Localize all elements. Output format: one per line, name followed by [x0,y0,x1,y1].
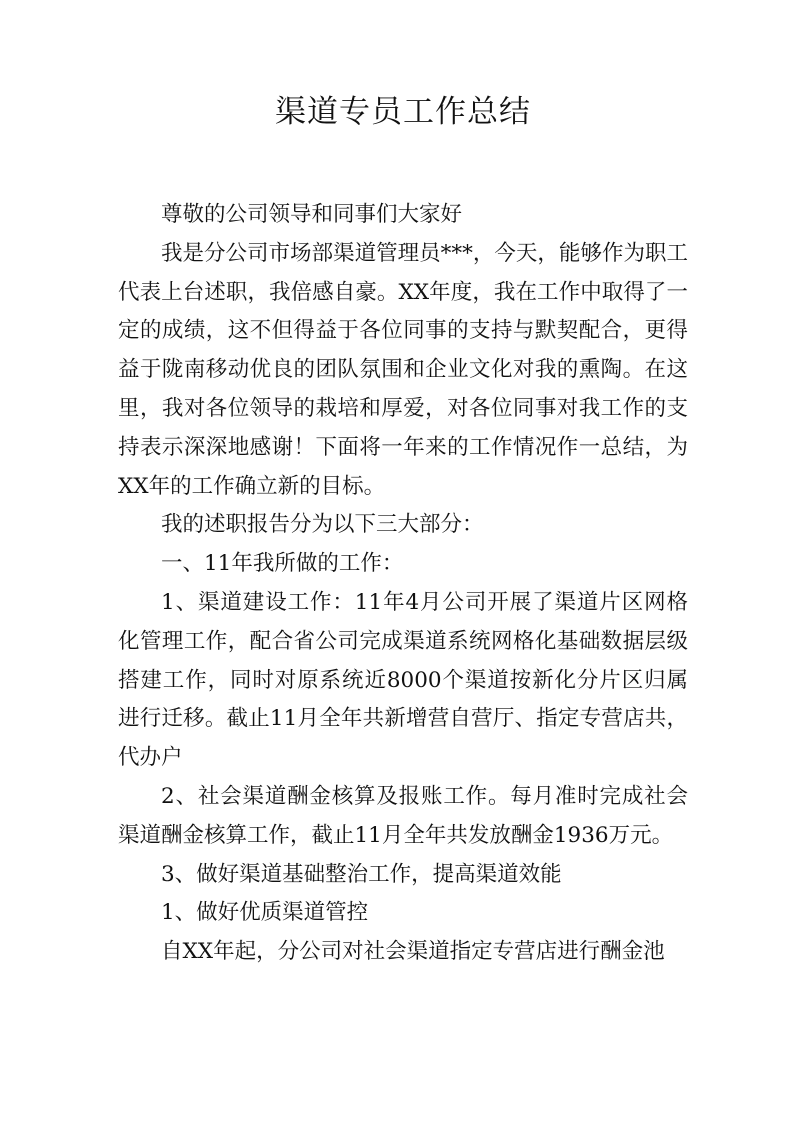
paragraph-greeting: 尊敬的公司领导和同事们大家好 [161,202,463,227]
paragraph-commission-accounting: 2、社会渠道酬金核算及报账工作。每月准时完成社会渠道酬金核算工作，截止11月全年共发放酬金1936万元。 [118,783,688,848]
paragraph-commission-pool: 自XX年起，分公司对社会渠道指定专营店进行酬金池 [161,939,665,965]
document-title: 渠道专员工作总结 [275,94,531,130]
paragraph-report-outline: 我的述职报告分为以下三大部分： [161,512,484,538]
section-heading-work-done: 一、11年我所做的工作： [161,551,404,577]
subheading-quality-channel-control: 1、做好优质渠道管控 [161,900,369,926]
paragraph-channel-rectification: 3、做好渠道基础整治工作，提高渠道效能 [161,861,562,887]
paragraph-introduction: 我是分公司市场部渠道管理员***，今天，能够作为职工代表上台述职，我倍感自豪。XX年度，我在工作中取得了一定的成绩，这不但得益于各位同事的支持与默契配合，更得益于陇南移动优良的团队氛围和企业文化对我的熏陶。在这里，我对各位领导的栽培和厚爱，对各位同事对我工作的支持表示深深地感谢！下面将一年来的工作情况作一总结，为XX年的工作确立新的目标。 [118,240,688,499]
paragraph-channel-construction: 1、渠道建设工作：11年4月公司开展了渠道片区网格化管理工作，配合省公司完成渠道系统网格化基础数据层级搭建工作，同时对原系统近8000个渠道按新化分片区归属进行迁移。截止11月全年共新增营自营厅、指定专营店共，代办户 [118,589,688,771]
document-body [118,196,688,972]
